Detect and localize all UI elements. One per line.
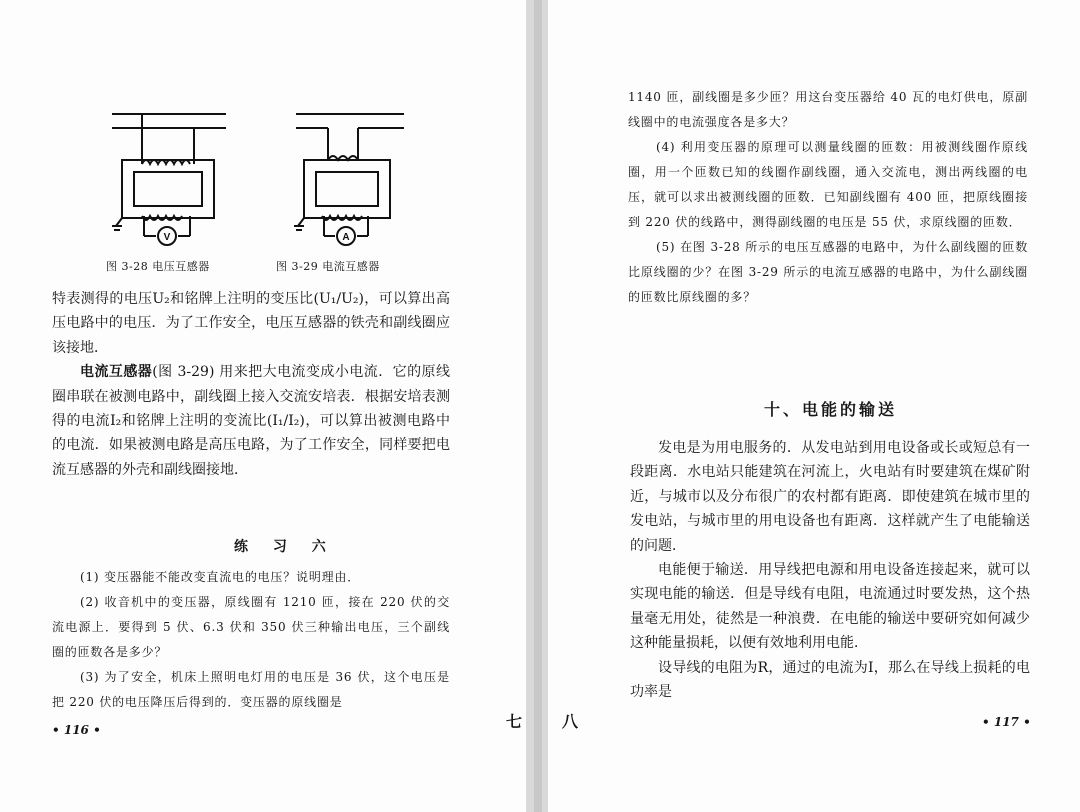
right-exercise-list [628, 85, 1028, 310]
exercise-item-1: (1) 变压器能不能改变直流电的电压？说明理由． [80, 570, 361, 584]
left-body-text [52, 287, 450, 482]
paragraph-power-loss: 电能便于输送．用导线把电源和用电设备连接起来，就可以实现电能的输送．但是导线有电阻，电流通过时要发热，这个热量毫无用处，徒然是一种浪费．在电能的输送中要研究如何减少这种能量损耗，以便有效地利用电能． [630, 562, 1030, 652]
paragraph-power-transmission-intro: 发电是为用电服务的．从发电站到用电设备或长或短总有一段距离．水电站只能建筑在河流上，火电站有时要建筑在煤矿附近，与城市以及分布很广的农村都有距离．即使建筑在城市里的发电站，与城市里的用电设备也有距离．这样就产生了电能输送的问题． [630, 440, 1030, 554]
voltage-transformer-diagram [108, 108, 228, 248]
book-spine-shadow [534, 0, 542, 812]
folio-mark-right: 八 [562, 712, 579, 731]
right-body-text [630, 436, 1030, 704]
exercise-item-5: (5) 在图 3-28 所示的电压互感器的电路中，为什么副线圈的匝数比原线圈的少？在图 3-29 所示的电流互感器的电路中，为什么副线圈的匝数比原线圈的多？ [628, 240, 1028, 304]
current-transformer-diagram [288, 108, 408, 248]
exercise-item-2: (2) 收音机中的变压器，原线圈有 1210 匝，接在 220 伏的交流电源上．要得到 5 伏、6.3 伏和 350 伏三种输出电压，三个副线圈的匝数各是多少？ [52, 595, 450, 659]
paragraph-resistance: 设导线的电阻为R，通过的电流为I，那么在导线上损耗的电功率是 [630, 659, 1030, 701]
term-current-transformer: 电流互感器 [80, 364, 153, 381]
page-number-left: • 116 • [52, 723, 101, 737]
left-exercise-list [52, 565, 450, 715]
figure-caption-3-29: 图 3-29 电流互感器 [276, 260, 380, 273]
exercise-item-3: (3) 为了安全，机床上照明电灯用的电压是 36 伏，这个电压是把 220 伏的电压降压后得到的．变压器的原线圈是 [52, 670, 450, 709]
exercise-item-4: (4) 利用变压器的原理可以测量线圈的匝数：用被测线圈作原线圈，用一个匝数已知的线圈作副线圈，通入交流电，测出两线圈的电压，就可以求出被测线圈的匝数．已知副线圈有 400 匝，把原线圈接到 220 伏的线路中，测得副线圈的电压是 55 伏，求原线圈的匝数． [628, 140, 1028, 229]
exercise-heading: 练 习 六 [234, 539, 336, 555]
section-heading: 十、电能的输送 [764, 400, 898, 419]
ammeter-icon: A [342, 232, 350, 243]
voltmeter-icon: V [163, 232, 171, 243]
exercise-item-3-continued: 1140 匝，副线圈是多少匝？用这台变压器给 40 瓦的电灯供电，原副线圈中的电流强度各是多大？ [628, 90, 1028, 129]
page-number-right: • 117 • [982, 715, 1031, 729]
paragraph-voltage-transformer: 特表测得的电压U₂和铭牌上注明的变压比(U₁/U₂)，可以算出高压电路中的电压．为了工作安全，电压互感器的铁壳和副线圈应该接地． [52, 291, 450, 356]
figure-caption-3-28: 图 3-28 电压互感器 [106, 260, 210, 273]
paragraph-current-transformer: 电流互感器(图 3-29) 用来把大电流变成小电流．它的原线圈串联在被测电路中，副线圈上接入交流安培表．根据安培表测得的电流I₂和铭牌上注明的变流比(I₁/I₂)，可以算出被测电路中的电流．如果被测电路是高压电路，为了工作安全，同样要把电流互感器的外壳和副线圈接地． [52, 364, 450, 478]
folio-mark-left: 七 [506, 712, 523, 731]
